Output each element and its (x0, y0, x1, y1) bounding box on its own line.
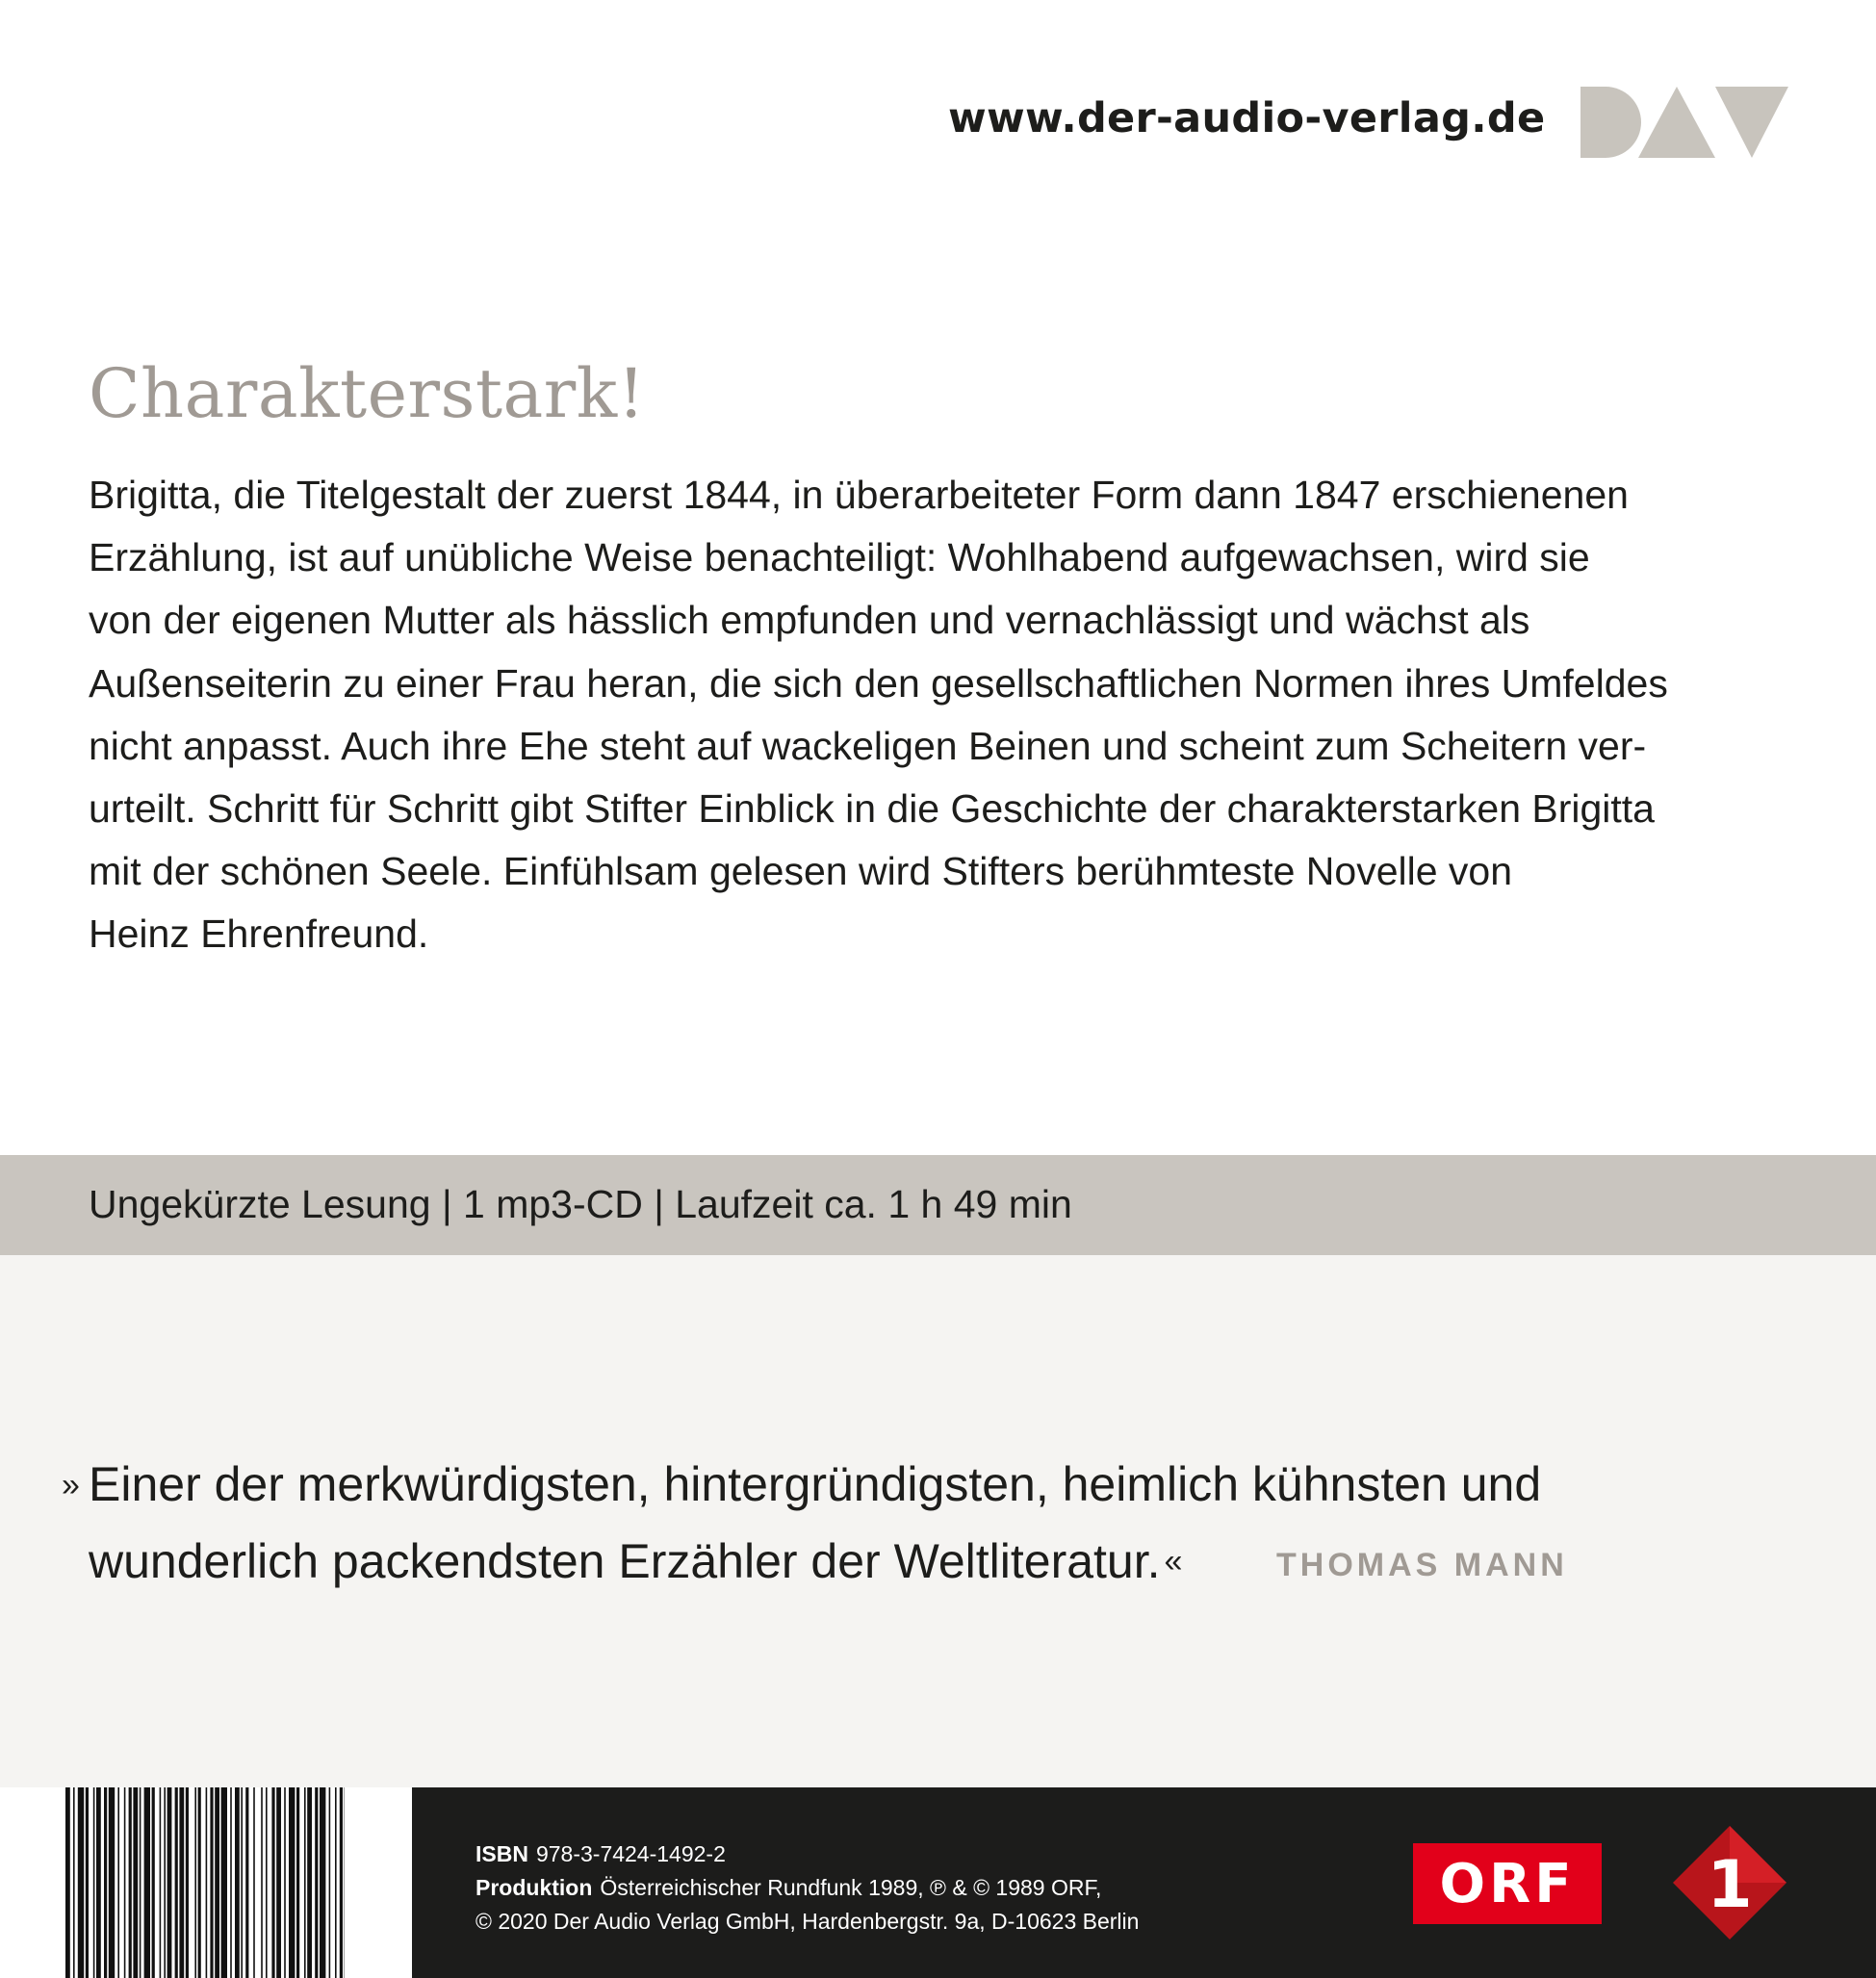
description-line: Außenseiterin zu einer Frau heran, die sich den gesellschaftlichen Normen ihres Umfeldes (89, 660, 1668, 706)
barcode-bar (284, 1787, 286, 1978)
description-line: Erzählung, ist auf unübliche Weise benachteiligt: Wohlhabend aufgewachsen, wird sie (89, 535, 1590, 580)
publisher-website-link[interactable]: www.der-audio-verlag.de (948, 94, 1546, 142)
footer-info (475, 1837, 1246, 1939)
barcode-bar (304, 1787, 306, 1978)
barcode-bar (266, 1787, 268, 1978)
quote-close-mark: « (1164, 1543, 1183, 1580)
barcode-bar (221, 1787, 227, 1978)
orf1-channel-logo (1671, 1824, 1788, 1941)
barcode-bar (144, 1787, 150, 1978)
quote-line-2-text: wunderlich packendsten Erzähler der Weltliteratur. (89, 1534, 1161, 1588)
production-label: Produktion (475, 1875, 593, 1900)
barcode-bar (124, 1787, 126, 1978)
barcode-bar (186, 1787, 189, 1978)
barcode-bar (73, 1787, 75, 1978)
barcode-bar (175, 1787, 178, 1978)
barcode-bar (96, 1787, 101, 1978)
barcode-bar (164, 1787, 166, 1978)
barcode-bar (210, 1787, 213, 1978)
barcode-bar (315, 1787, 318, 1978)
description-text (89, 464, 1792, 966)
barcode-icon (65, 1787, 345, 1978)
barcode-bar (78, 1787, 84, 1978)
barcode-bar (194, 1787, 196, 1978)
headline: Charakterstark! (89, 354, 646, 433)
dav-publisher-logo (1580, 87, 1788, 158)
barcode-bar (241, 1787, 243, 1978)
orf-logo-text: ORF (1439, 1853, 1576, 1915)
barcode-bar (215, 1787, 219, 1978)
barcode-bar (340, 1787, 343, 1978)
description-line: von der eigenen Mutter als hässlich empfunden und vernachlässigt und wächst als (89, 598, 1530, 643)
barcode-bar (117, 1787, 119, 1978)
production-value: Österreichischer Rundfunk 1989, ℗ & © 1989 ORF, (600, 1875, 1102, 1900)
barcode-bar (230, 1787, 232, 1978)
description-line: mit der schönen Seele. Einfühlsam gelesen wird Stifters berühmteste Novelle von (89, 849, 1513, 894)
barcode-bar (129, 1787, 132, 1978)
barcode-bar (160, 1787, 162, 1978)
quote-author: THOMAS MANN (1276, 1547, 1568, 1583)
barcode-bar (198, 1787, 201, 1978)
product-info-strip (0, 1155, 1876, 1255)
description-line: Brigitta, die Titelgestalt der zuerst 1844, in überarbeiteter Form dann 1847 erschienenen (89, 473, 1629, 517)
isbn-row (475, 1837, 1246, 1871)
barcode-bar (261, 1787, 263, 1978)
footer (0, 1787, 1876, 1978)
barcode-bar (307, 1787, 312, 1978)
barcode-bar (104, 1787, 107, 1978)
barcode-bar (140, 1787, 141, 1978)
barcode-bar (245, 1787, 248, 1978)
barcode-bar (167, 1787, 172, 1978)
barcode-bar (86, 1787, 89, 1978)
barcode-bar (179, 1787, 184, 1978)
quote-line-2 (89, 1533, 1182, 1589)
description-line: nicht anpasst. Auch ihre Ehe steht auf wackeligen Beinen und scheint zum Scheitern ver- (89, 723, 1647, 768)
barcode-bar (93, 1787, 95, 1978)
barcode-bar (329, 1787, 331, 1978)
description-line: urteilt. Schritt für Schritt gibt Stifter Einblick in die Geschichte der charakterstarken Brigitta (89, 786, 1655, 832)
barcode-bar (276, 1787, 281, 1978)
channel-logo-text: 1 (1707, 1847, 1753, 1923)
quote-section (0, 1255, 1876, 1787)
barcode-bar (271, 1787, 274, 1978)
quote-open-mark: » (62, 1467, 80, 1503)
orf-logo (1413, 1843, 1602, 1924)
barcode-bar (65, 1787, 70, 1978)
quote-line-1: Einer der merkwürdigsten, hintergründigsten, heimlich kühnsten und (89, 1457, 1542, 1511)
description-line: Heinz Ehrenfreund. (89, 912, 429, 957)
copyright-line: © 2020 Der Audio Verlag GmbH, Hardenbergstr. 9a, D-10623 Berlin (475, 1909, 1140, 1934)
isbn-value: 978-3-7424-1492-2 (535, 1841, 726, 1866)
barcode-area (0, 1787, 412, 1978)
barcode-bar (235, 1787, 240, 1978)
isbn-label: ISBN (475, 1841, 528, 1866)
barcode-bar (152, 1787, 155, 1978)
barcode-bar (109, 1787, 115, 1978)
product-info-text: Ungekürzte Lesung | 1 mp3-CD | Laufzeit ca. 1 h 49 min (89, 1182, 1072, 1226)
production-row (475, 1871, 1246, 1905)
barcode-bar (296, 1787, 299, 1978)
barcode-bar (335, 1787, 337, 1978)
barcode-bar (320, 1787, 325, 1978)
barcode-bar (133, 1787, 138, 1978)
barcode-bar (253, 1787, 255, 1978)
barcode-bar (206, 1787, 208, 1978)
barcode-bar (289, 1787, 295, 1978)
